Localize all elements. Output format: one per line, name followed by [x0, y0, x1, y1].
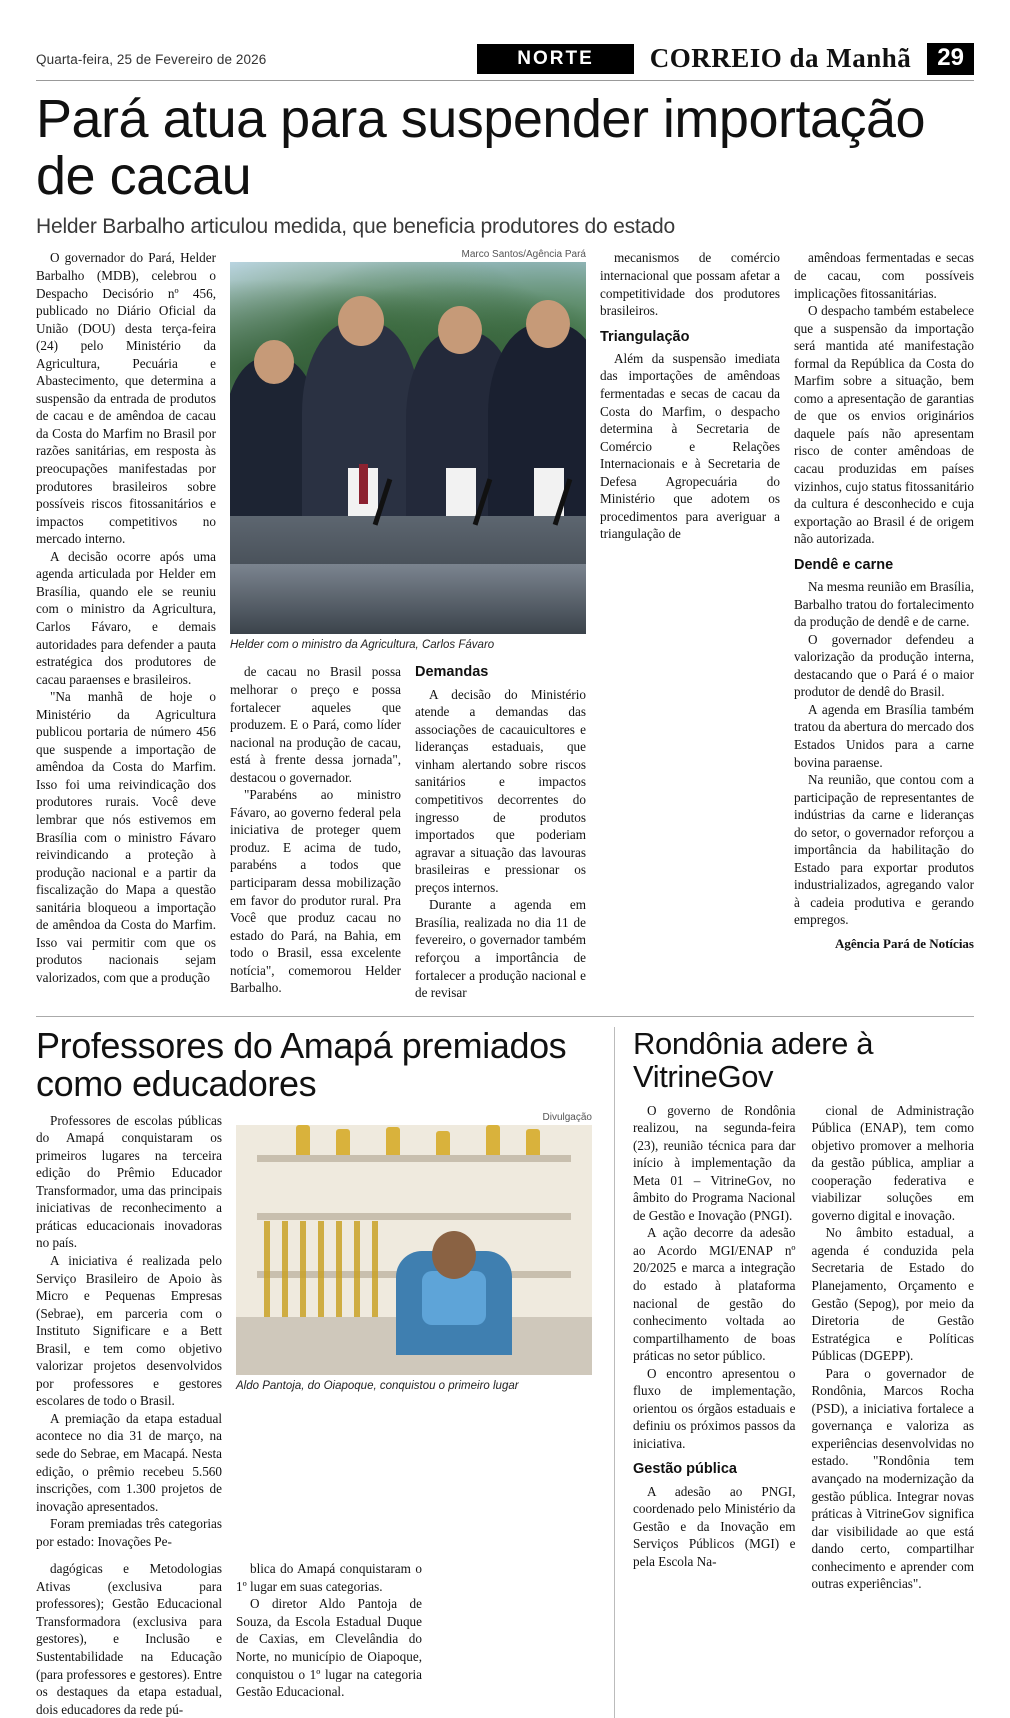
main-lower-columns	[230, 663, 586, 1001]
article-signature: Agência Pará de Notícias	[834, 935, 974, 951]
main-col-4	[600, 249, 780, 1001]
paragraph: dagógicas e Metodologias Ativas (exclusiva para professores); Gestão Educacional Transformadora (exclusiva para gestores), e Inclusão e Sustentabilidade na Educação (para professores e gestores). Entre os destaques da etapa estadual, dois educadores da rede pú-	[36, 1561, 222, 1717]
paragraph: A decisão do Ministério atende a demandas das associações de cacauicultores e lideranças estaduais, que vinham alertando sobre riscos sanitários e impactos competitivos decorrentes do ingresso de produtos importados que poderiam agravar a situação das lavouras brasileiras e pressionar os preços internos.	[415, 686, 586, 895]
masthead	[36, 44, 974, 74]
section-divider	[36, 1016, 974, 1017]
main-col-5	[794, 249, 974, 1001]
rondonia-headline: Rondônia adere à VitrineGov	[633, 1025, 874, 1095]
section-heading-dende-carne: Dendê e carne	[794, 556, 894, 573]
rondonia-col-2	[812, 1102, 975, 1593]
bottom-section	[36, 1024, 974, 1718]
rondonia-columns	[633, 1102, 974, 1593]
main-subhead: Helder Barbalho articulou medida, que beneficia produtores do estado	[36, 215, 675, 239]
main-col-2	[230, 663, 401, 1001]
paragraph: A premiação da etapa estadual acontece no dia 31 de março, na sede do Sebrae, em Macapá. Nesta edição, o prêmio recebeu 5.560 inscrições, com 1.300 projetos de inovação apresentados.	[36, 1410, 222, 1514]
main-col-1	[36, 249, 216, 1001]
newspaper-brand: CORREIO da Manhã	[649, 42, 912, 73]
amapa-article	[36, 1024, 596, 1718]
section-heading-gestao-publica: Gestão pública	[633, 1461, 737, 1478]
paragraph: Para o governador de Rondônia, Marcos Rocha (PSD), a iniciativa fortalece a governança e valoriza as experiências desenvolvidas no estado. "Rondônia tem avançado na modernização da gestão pública. Integrar novas práticas à VitrineGov significa dar visibilidade ao que está dando certo, compartilhar conhecimento e aprender com outras experiências".	[811, 1365, 974, 1592]
paragraph: cional de Administração Pública (ENAP), tem como objetivo promover a melhoria da gestão pública, ampliar a cooperação federativa e viabilizar soluções em governo digital e inovação.	[811, 1102, 974, 1223]
photo-credit: Divulgação	[542, 1111, 592, 1123]
paragraph: O despacho também estabelece que a suspensão da importação será mantida até manifestação formal da República da Costa do Marfim sobre a situação, bem como a apresentação de garantias de que os envios originários daquele país não apresentam risco de conter amêndoas de cacau produzidas em países vizinhos, cujo status fitossanitário da cultura é desconhecido e cuja exportação ao Brasil é de origem não autorizada.	[794, 303, 974, 547]
paragraph: O encontro apresentou o fluxo de implementação, orientou os órgãos estaduais e definiu os próximos passos da iniciativa.	[633, 1365, 796, 1451]
amapa-top	[36, 1112, 596, 1551]
paragraph: Foram premiadas três categorias por estado: Inovações Pe-	[36, 1516, 222, 1549]
page-title: Pará atua para suspender importação de cacau	[36, 89, 926, 207]
paragraph: O diretor Aldo Pantoja de Souza, da Escola Estadual Duque de Caxias, em Clevelândia do Norte, no município de Oiapoque, conquistou o 1º lugar na categoria Gestão Educacional.	[236, 1596, 422, 1700]
section-heading-triangulacao: Triangulação	[600, 328, 690, 345]
main-col-3	[415, 663, 586, 1001]
main-photo	[230, 262, 586, 634]
main-photo-block	[230, 249, 586, 1001]
masthead-right	[477, 43, 974, 74]
paragraph: O governador do Pará, Helder Barbalho (MDB), celebrou o Despacho Decisório nº 456, publicado no Diário Oficial da União (DOU) desta terça-feira (24) pelo Ministério da Agricultura, Pecuária e Abastecimento, que determina a suspensão da entrada de produtos de cacau e de amêndoa de cacau da Costa do Marfim no Brasil por razões sanitárias, em resposta às preocupações manifestadas por produtores brasileiros sobre possíveis riscos fitossanitários e impactos competitivos no mercado interno.	[36, 250, 216, 547]
photo-credit: Marco Santos/Agência Pará	[461, 249, 586, 261]
section-heading-demandas: Demandas	[415, 664, 489, 681]
photo-caption: Helder com o ministro da Agricultura, Carlos Fávaro	[230, 639, 495, 652]
amapa-col-3	[236, 1560, 422, 1718]
amapa-photo	[236, 1125, 592, 1375]
main-article-top	[36, 249, 974, 1001]
paragraph: No âmbito estadual, a agenda é conduzida pela Secretaria de Estado do Planejamento, Orçamento e Gestão (Sepog), por meio da Diretoria de Gestão Estratégica e Políticas Públicas (DGEPP).	[811, 1225, 974, 1364]
paragraph: A ação decorre da adesão ao Acordo MGI/ENAP nº 20/2025 e marca a integração do estado à plataforma nacional de gestão do conhecimento voltada ao compartilhamento de boas práticas no setor público.	[633, 1225, 796, 1364]
paragraph: mecanismos de comércio internacional que possam afetar a competitividade dos produtores brasileiros.	[600, 250, 780, 319]
paragraph: A decisão ocorre após uma agenda articulada por Helder em Brasília, quando ele se reuniu com o ministro da Agricultura, Carlos Fávaro, e demais autoridades para defender a pauta estratégica dos produtores de cacau paraenses e brasileiros.	[36, 548, 216, 687]
amapa-bottom	[36, 1560, 596, 1718]
page-number: 29	[927, 43, 974, 74]
paragraph: amêndoas fermentadas e secas de cacau, com possíveis implicações fitossanitárias.	[794, 250, 974, 301]
paragraph: Professores de escolas públicas do Amapá conquistaram os primeiros lugares na terceira edição do Prêmio Educador Transformador, uma das principais iniciativas de reconhecimento a práticas educacionais inovadoras no país.	[36, 1112, 222, 1251]
amapa-col-1	[36, 1112, 222, 1551]
paragraph: O governo de Rondônia realizou, na segunda-feira (23), reunião técnica para dar início à implementação da Meta 01 – VitrineGov, no âmbito do Programa Nacional de Gestão e Inovação (PNGI).	[633, 1102, 796, 1223]
amapa-col-2	[36, 1560, 222, 1718]
paragraph: blica do Amapá conquistaram o 1º lugar em suas categorias.	[236, 1561, 422, 1594]
rondonia-article	[614, 1027, 974, 1718]
paragraph: A agenda em Brasília também tratou da abertura do mercado dos Estados Unidos para a carne bovina paraense.	[794, 701, 974, 770]
header-divider	[36, 80, 974, 81]
photo-caption: Aldo Pantoja, do Oiapoque, conquistou o primeiro lugar	[236, 1379, 519, 1392]
publication-date: Quarta-feira, 25 de Fevereiro de 2026	[36, 51, 267, 67]
paragraph: A iniciativa é realizada pelo Serviço Brasileiro de Apoio às Micro e Pequenas Empresas (Sebrae), em parceria com o Instituto Significare e a Bett Brasil, e tem como objetivo valorizar projetos desenvolvidos por professores e gestores escolares de todo o Brasil.	[36, 1253, 222, 1409]
section-tag: NORTE	[477, 44, 634, 74]
paragraph: O governador defendeu a valorização da produção interna, destacando que o Pará é o maior produtor de dendê do Brasil.	[794, 631, 974, 700]
paragraph: "Na manhã de hoje o Ministério da Agricultura publicou portaria de número 456 que suspende a importação de amêndoa da Costa do Marfim. Isso foi uma reivindicação dos produtores rurais. Você deve lembrar que nós estivemos em Brasília com o ministro Fávaro reivindicando a proteção à produção nacional e a partir da fiscalização do Mapa a questão sanitária bloqueou a importação de amêndoa da Costa do Marfim. Isso vai permitir com que os produtos nacionais sejam valorizados, com que a produção	[36, 689, 216, 985]
rondonia-col-1	[633, 1102, 796, 1593]
paragraph: "Parabéns ao ministro Fávaro, ao governo federal pela iniciativa de proteger quem produz. E acima de tudo, parabéns a todos que participaram dessa mobilização em favor do produtor rural. Pra Você que produz cacau no estado do Pará, na Bahia, em todo o Brasil, essa excelente notícia", comemorou Helder Barbalho.	[230, 787, 401, 996]
amapa-photo-block	[236, 1112, 592, 1551]
paragraph: Além da suspensão imediata das importações de amêndoas fermentadas e secas de cacau da Costa do Marfim, o despacho determina à Secretaria de Comércio e Relações Internacionais e à Secretaria de Defesa Agropecuária do Ministério que adotem os procedimentos para averiguar a triangulação de	[600, 350, 780, 542]
paragraph: de cacau no Brasil possa melhorar o preço e possa fortalecer aqueles que produzem. E o Pará, como líder nacional na produção de cacau, está à frente dessa jornada", destacou o governador.	[230, 664, 401, 785]
paragraph: A adesão ao PNGI, coordenado pelo Ministério da Gestão e da Inovação em Serviços Públicos (MGI) e pela Escola Na-	[633, 1483, 796, 1569]
paragraph: Na mesma reunião em Brasília, Barbalho tratou do fortalecimento da produção de dendê e de carne.	[794, 579, 974, 630]
amapa-headline: Professores do Amapá premiados como educadores	[36, 1024, 567, 1105]
paragraph: Durante a agenda em Brasília, realizada no dia 11 de fevereiro, o governador também reforçou a importância de fortalecer a produção nacional e de revisar	[415, 897, 586, 1001]
paragraph: Na reunião, que contou com a participação de representantes de indústrias da carne e lideranças do setor, o governador reforçou a importância da habilitação do Estado para exportar produtos industrializados, agregando valor à cadeia produtiva e gerando empregos.	[794, 772, 974, 928]
